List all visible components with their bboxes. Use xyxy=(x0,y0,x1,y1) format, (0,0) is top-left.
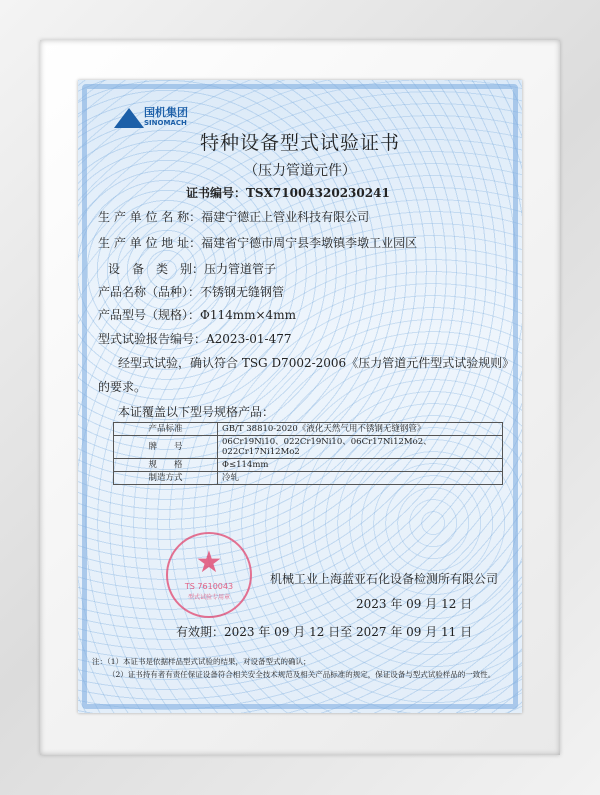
field-report-number: 型式试验报告编号：A2023-01-477 xyxy=(98,332,292,346)
field-address: 生 产 单 位 地 址：福建省宁德市周宁县李墩镇李墩工业园区 xyxy=(98,236,418,250)
field-model: 产品型号（规格）：Φ114mm×4mm xyxy=(98,308,296,322)
validity: 有效期：2023 年 09 月 12 日至 2027 年 09 月 11 日 xyxy=(176,625,473,639)
coverage-table xyxy=(113,422,503,485)
note-2: （2）证书持有者有责任保证设备符合相关安全技术规范及相关产品标准的规定，保证设备与型式试验样品的一致性。 xyxy=(108,670,496,679)
certificate-title: 特种设备型式试验证书 xyxy=(199,132,400,154)
note-1: 注：（1）本证书是依据样品型式试验的结果，对设备型式的确认； xyxy=(92,657,311,666)
issue-date: 2023 年 09 月 12 日 xyxy=(356,597,473,611)
statement-line2: 的要求。 xyxy=(98,380,147,394)
logo-en: SINOMACH xyxy=(144,119,187,127)
field-manufacturer: 生 产 单 位 名 称：福建宁德正上管业科技有限公司 xyxy=(98,210,370,224)
table-row: 规 格 Φ≤114mm xyxy=(114,459,503,472)
statement-line1: 经型式试验，确认符合 TSG D7002-2006《压力管道元件型式试验规则》 xyxy=(118,356,515,370)
table-row: 牌 号 06Cr19Ni10、022Cr19Ni10、06Cr17Ni12Mo2、 022Cr17Ni12Mo2 xyxy=(114,436,503,459)
field-category: 设 备 类 别：压力管道管子 xyxy=(108,262,277,276)
certificate-number: 证书编号：TSX71004320230241 xyxy=(186,186,390,200)
field-product-name: 产品名称（品种）：不锈钢无缝钢管 xyxy=(98,285,285,299)
logo-cn: 国机集团 xyxy=(144,106,188,119)
coverage-heading: 本证覆盖以下型号规格产品： xyxy=(118,405,275,419)
notes xyxy=(92,655,512,681)
table-row: 制造方式 冷轧 xyxy=(114,472,503,485)
table-row: 产品标准 GB/T 38810-2020《液化天然气用不锈钢无缝钢管》 xyxy=(114,423,503,436)
issuer: 机械工业上海蓝亚石化设备检测所有限公司 xyxy=(270,572,499,586)
seal-code: TS 7610043 xyxy=(184,582,234,591)
official-seal xyxy=(166,532,252,618)
certificate-subtitle: （压力管道元件） xyxy=(244,163,356,179)
star-icon: ★ xyxy=(195,545,223,580)
logo-mark-icon xyxy=(114,108,144,128)
seal-name: 型式试验专用章 xyxy=(187,594,230,601)
certificate xyxy=(78,80,522,713)
